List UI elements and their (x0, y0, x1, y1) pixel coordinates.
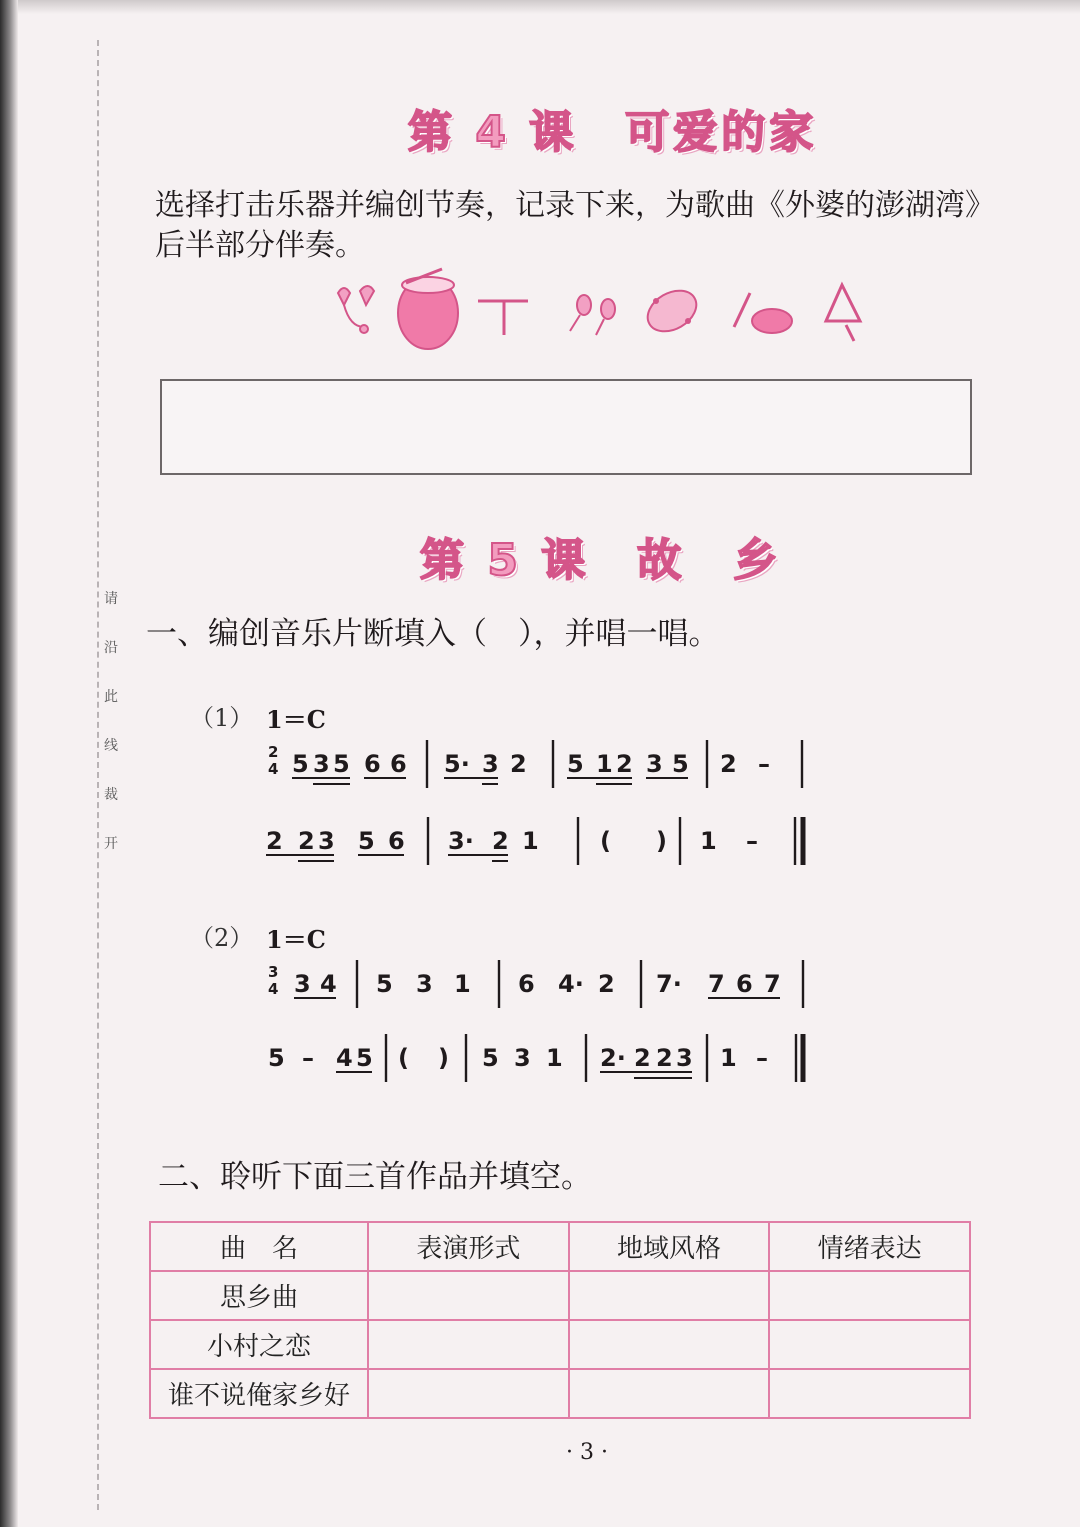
note: 7 (764, 970, 781, 998)
answer-cell[interactable] (368, 1271, 569, 1320)
note: 2 (598, 970, 615, 998)
answer-cell[interactable] (769, 1369, 970, 1418)
table-row (150, 1271, 970, 1320)
note: 2 (616, 750, 633, 778)
note: 3 (294, 970, 311, 998)
song-name: 思乡曲 (150, 1271, 368, 1320)
answer-cell[interactable] (569, 1369, 770, 1418)
section2-heading: 二、聆听下面三首作品并填空。 (158, 1159, 592, 1195)
note: 5 (358, 827, 375, 855)
cut-line-char: 请 (104, 591, 118, 607)
piece1-key: 1＝C (266, 705, 326, 734)
instruction-line-2: 后半部分伴奏。 (155, 228, 365, 263)
note: – (302, 1044, 314, 1072)
piece2-key: 1＝C (266, 925, 326, 954)
table-header: 表演形式 (368, 1222, 569, 1271)
instruction-line-1: 选择打击乐器并编创节奏，记录下来，为歌曲《外婆的澎湖湾》 (155, 188, 995, 223)
time-sig-bottom: 4 (268, 760, 279, 778)
answer-cell[interactable] (569, 1271, 770, 1320)
table-header-row (150, 1222, 970, 1271)
note: 4· (558, 970, 584, 998)
note: 1 (596, 750, 613, 778)
table-row (150, 1369, 970, 1418)
cut-line-char: 开 (104, 836, 118, 852)
paren-close[interactable]: ) (438, 1044, 449, 1072)
note: 5 (376, 970, 393, 998)
note: – (746, 827, 758, 855)
note: 4 (336, 1044, 353, 1072)
note: 5 (672, 750, 689, 778)
note: 5 (268, 1044, 285, 1072)
paren-open[interactable]: ( (600, 827, 611, 855)
note: 3 (514, 1044, 531, 1072)
piece2-number: （2） (190, 924, 254, 952)
cut-line-char: 裁 (104, 787, 118, 803)
note: 2 (298, 827, 315, 855)
note: 7 (708, 970, 725, 998)
section1-heading: 一、编创音乐片断填入（ ），并唱一唱。 (146, 616, 720, 652)
note: 3 (676, 1044, 693, 1072)
note: 3 (646, 750, 663, 778)
piece1-number: （1） (190, 704, 254, 732)
note: – (756, 1044, 768, 1072)
table-header: 曲 名 (150, 1222, 368, 1271)
note: 1 (522, 827, 539, 855)
time-sig-top: 3 (268, 963, 279, 981)
answer-cell[interactable] (368, 1320, 569, 1369)
answer-cell[interactable] (769, 1320, 970, 1369)
note: 6 (518, 970, 535, 998)
note: 3 (482, 750, 499, 778)
song-name: 谁不说俺家乡好 (150, 1369, 368, 1418)
cut-line-char: 线 (104, 738, 118, 754)
note: 3 (313, 750, 330, 778)
note: 2· (600, 1044, 626, 1072)
note: 5 (482, 1044, 499, 1072)
note: 6 (390, 750, 407, 778)
time-sig-bottom: 4 (268, 980, 279, 998)
note: 1 (454, 970, 471, 998)
note: 3· (448, 827, 474, 855)
note: 7· (656, 970, 682, 998)
note: 5 (356, 1044, 373, 1072)
note: 2 (492, 827, 509, 855)
answer-cell[interactable] (569, 1320, 770, 1369)
paren-open[interactable]: ( (398, 1044, 409, 1072)
lesson4-title: 第 4 课 可爱的家 (408, 107, 818, 158)
listening-table (149, 1221, 971, 1419)
time-sig-top: 2 (268, 743, 279, 761)
note: 6 (364, 750, 381, 778)
answer-cell[interactable] (368, 1369, 569, 1418)
table-header: 情绪表达 (769, 1222, 970, 1271)
cut-line-char: 沿 (104, 640, 118, 656)
note: 5 (567, 750, 584, 778)
answer-cell[interactable] (769, 1271, 970, 1320)
note: 6 (736, 970, 753, 998)
note: 2 (510, 750, 527, 778)
note: 2 (266, 827, 283, 855)
note: 5 (292, 750, 309, 778)
song-name: 小村之恋 (150, 1320, 368, 1369)
note: 6 (388, 827, 405, 855)
note: 3 (416, 970, 433, 998)
note: 1 (720, 1044, 737, 1072)
note: 2 (720, 750, 737, 778)
note: 2 (634, 1044, 651, 1072)
note: 3 (318, 827, 335, 855)
note: 1 (700, 827, 717, 855)
table-header: 地域风格 (569, 1222, 770, 1271)
note: 2 (656, 1044, 673, 1072)
paren-close[interactable]: ) (656, 827, 667, 855)
note: – (758, 750, 770, 778)
note: 4 (320, 970, 337, 998)
page-number: · 3 · (566, 1440, 608, 1465)
lesson5-title: 第 5 课 故 乡 (420, 535, 782, 586)
note: 5 (333, 750, 350, 778)
table-row (150, 1320, 970, 1369)
cut-line-char: 此 (104, 689, 118, 705)
note: 5· (444, 750, 470, 778)
note: 1 (546, 1044, 563, 1072)
